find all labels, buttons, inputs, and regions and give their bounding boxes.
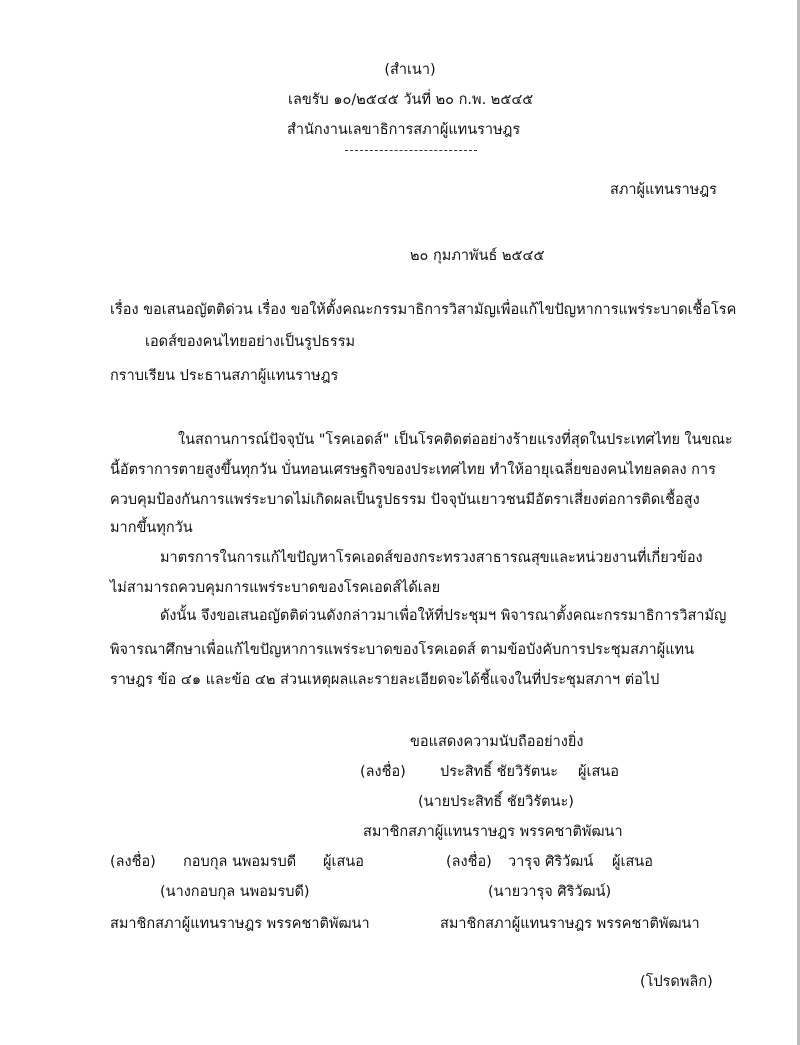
main-signer-position: สมาชิกสภาผู้แทนราษฎร พรรคชาติพัฒนา — [363, 824, 623, 840]
header-divider — [345, 150, 477, 151]
body-p1-line-4: มากขึ้นทุกวัน — [110, 520, 193, 536]
sender: สภาผู้แทนราษฎร — [610, 182, 717, 198]
main-signer-name: ประสิทธิ์ ชัยวิรัตนะ — [440, 764, 559, 780]
body-p2-line-2: ไม่สามารถควบคุมการแพร่ระบาดของโรคเอดส์ได้เลย — [110, 580, 441, 596]
main-signer-fullname: (นายประสิทธิ์ ชัยวิรัตนะ) — [418, 794, 574, 810]
body-p1-line-2: นี้อัตราการตายสูงขึ้นทุกวัน บั่นทอนเศรษฐกิจของประเทศไทย ทำให้อายุเฉลี่ยของคนไทยลดลง การ — [110, 462, 716, 478]
office-name: สำนักงานเลขาธิการสภาผู้แทนราษฎร — [287, 122, 521, 138]
main-sig-label: (ลงชื่อ) — [360, 764, 406, 780]
right-signer-position: สมาชิกสภาผู้แทนราษฎร พรรคชาติพัฒนา — [440, 916, 700, 932]
body-p2-line-1: มาตรการในการแก้ไขปัญหาโรคเอดส์ของกระทรวงสาธารณสุขและหน่วยงานที่เกี่ยวข้อง — [160, 550, 703, 566]
copy-mark: (สำเนา) — [384, 62, 436, 78]
salutation: กราบเรียน ประธานสภาผู้แทนราษฎร — [110, 368, 339, 384]
closing: ขอแสดงความนับถืออย่างยิ่ง — [410, 734, 584, 750]
body-p1-line-1: ในสถานการณ์ปัจจุบัน "โรคเอดส์" เป็นโรคติดต่ออย่างร้ายแรงที่สุดในประเทศไทย ในขณะ — [178, 432, 733, 448]
left-signer-role: ผู้เสนอ — [323, 854, 364, 870]
right-signer-name: วารุจ ศิริวัฒน์ — [508, 854, 594, 870]
left-sig-label: (ลงชื่อ) — [110, 854, 156, 870]
receipt-number: เลขรับ ๑๐/๒๕๔๕ วันที่ ๒๐ ก.พ. ๒๕๔๕ — [288, 92, 534, 108]
turn-over-note: (โปรดพลิก) — [640, 974, 713, 990]
body-p3-line-2: พิจารณาศึกษาเพื่อแก้ไขปัญหาการแพร่ระบาดของโรคเอดส์ ตามข้อบังคับการประชุมสภาผู้แทน — [110, 642, 695, 658]
left-signer-position: สมาชิกสภาผู้แทนราษฎร พรรคชาติพัฒนา — [110, 916, 370, 932]
left-signer-name: กอบกุล นพอมรบดี — [183, 854, 297, 870]
right-sig-label: (ลงชื่อ) — [446, 854, 492, 870]
right-signer-fullname: (นายวารุจ ศิริวัฒน์) — [488, 884, 612, 900]
body-p3-line-3: ราษฎร ข้อ ๔๑ และข้อ ๔๒ ส่วนเหตุผลและรายละเอียดจะได้ชี้แจงในที่ประชุมสภาฯ ต่อไป — [110, 672, 660, 688]
body-p3-line-1: ดังนั้น จึงขอเสนอญัตติด่วนดังกล่าวมาเพื่อให้ที่ประชุมฯ พิจารณาตั้งคณะกรรมาธิการวิสามัญ — [160, 608, 727, 624]
main-signer-role: ผู้เสนอ — [578, 764, 619, 780]
letter-date: ๒๐ กุมภาพันธ์ ๒๕๔๕ — [410, 248, 545, 264]
right-signer-role: ผู้เสนอ — [612, 854, 653, 870]
subject-line-2: เอดส์ของคนไทยอย่างเป็นรูปธรรม — [145, 334, 356, 350]
left-signer-fullname: (นางกอบกุล นพอมรบดี) — [160, 884, 310, 900]
subject-line-1: เรื่อง ขอเสนอญัตติด่วน เรื่อง ขอให้ตั้งคณะกรรมาธิการวิสามัญเพื่อแก้ไขปัญหาการแพร่ระบาดเชื้อโรค — [110, 302, 737, 318]
body-p1-line-3: ควบคุมป้องกันการแพร่ระบาดไม่เกิดผลเป็นรูปธรรม ปัจจุบันเยาวชนมีอัตราเสี่ยงต่อการติดเชื้อสูง — [110, 492, 700, 508]
